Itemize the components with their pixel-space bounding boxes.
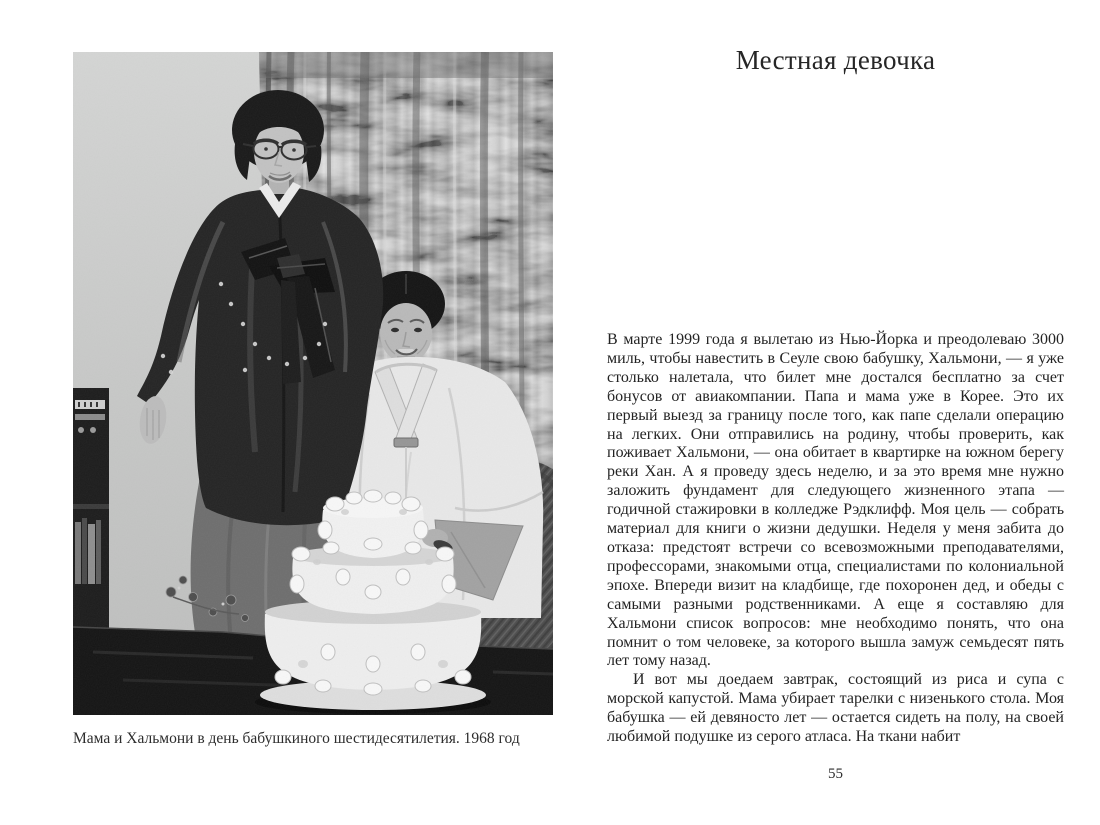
body-paragraph: В марте 1999 года я вылетаю из Нью-Йорка и преодолеваю 3000 миль, чтобы навестить в Сеуле свою бабушку, Хальмони, — я уже столько налетала, что билет мне достался бесплатно за счет бонусов от авиакомпании. Папа и мама уже в Корее. Это их первый выезд за границу после того, как папе сделали операцию на легких. Они отправились на родину, чтобы проверить, как поживает Хальмони, — она обитает в квартирке на южном берегу реки Хан. А я проведу здесь неделю, и за это время мне нужно заложить фундамент для следующего жизненного этапа — годичной стажировки в колледже Рэдклифф. Моя цель — собрать материал для книги о жизни дедушки. Неделя у меня забита до отказа: предстоят встречи со всевозможными преподавателями, профессорами, знакомыми отца, специалистами по колониальной эпохе. Впереди визит на кладбище, где похоронен дед, и обеды с самыми разными родственниками. А еще я составляю для Хальмони список вопросов: мне необходимо понять, что она помнит о том человеке, за которого вышла замуж семьдесят пять лет тому назад. — [607, 331, 1064, 670]
page-number: 55 — [828, 766, 843, 782]
photo-halmoni-birthday — [73, 52, 553, 715]
chapter-title: Местная девочка — [735, 45, 936, 75]
body-paragraph: И вот мы доедаем завтрак, состоящий из риса и супа с морской капустой. Мама убирает тарелки с низенького стола. Моя бабушка — ей девяносто лет — остается сидеть на полу, на своей любимой подушке из серого атласа. На ткани набит — [607, 671, 1064, 746]
photo-caption: Мама и Хальмони в день бабушкиного шестидесятилетия. 1968 год — [73, 730, 520, 747]
photo-figure — [73, 52, 553, 748]
film-grain — [73, 52, 553, 715]
chapter-body — [607, 331, 1064, 747]
text-column — [607, 0, 1064, 825]
photo-illustration — [73, 52, 553, 715]
